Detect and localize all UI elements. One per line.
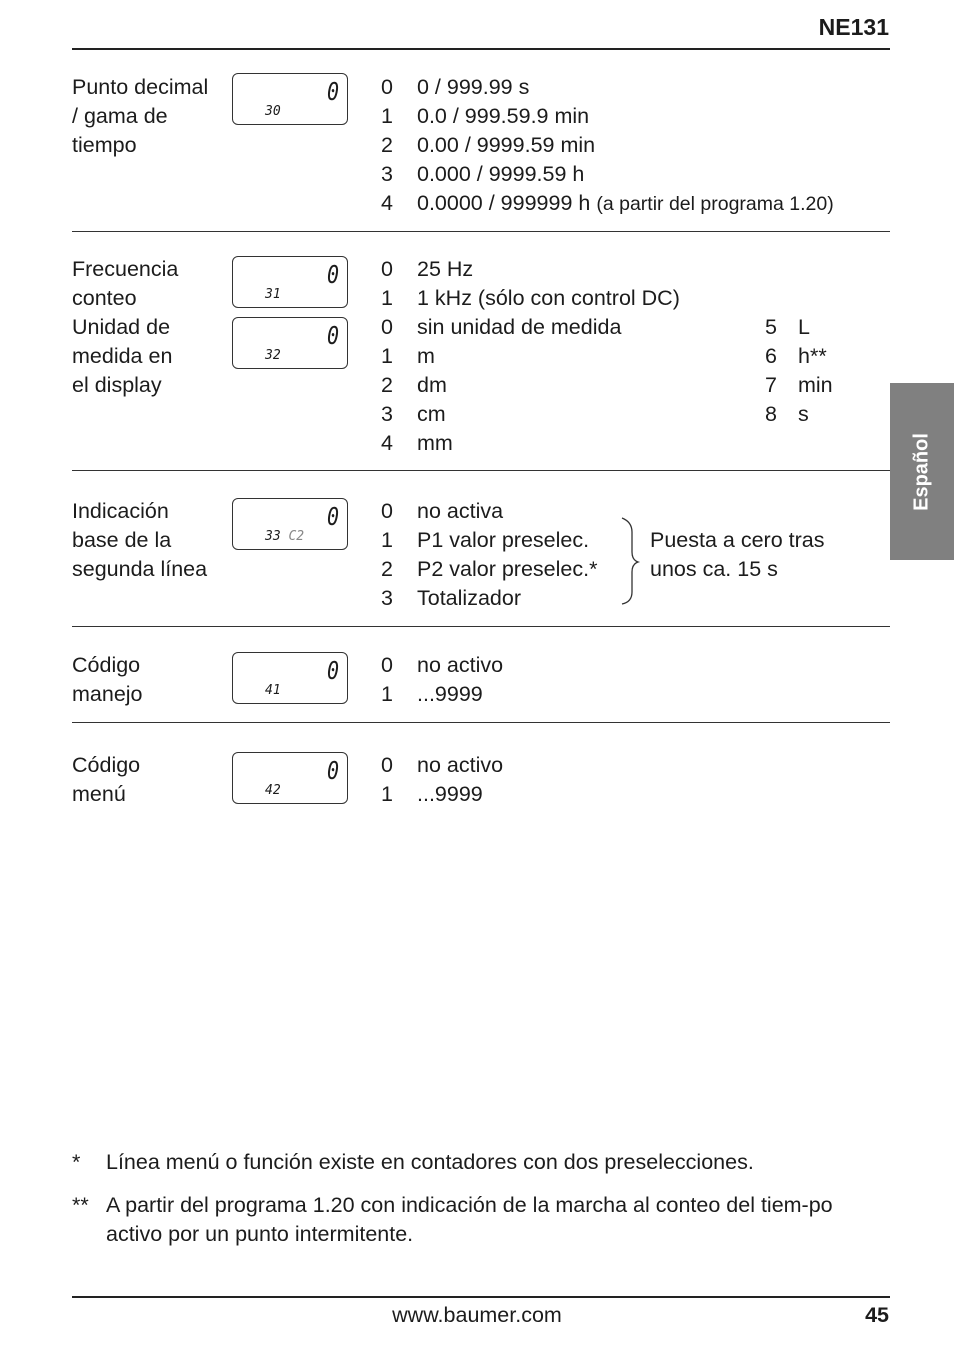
section-label: Código manejo bbox=[72, 653, 143, 706]
model-title: NE131 bbox=[818, 14, 889, 40]
section-label: Punto decimal / gama de tiempo bbox=[72, 75, 209, 157]
option-row: 1 ...9999 bbox=[381, 682, 483, 706]
lcd-code: 33 C2 bbox=[265, 529, 305, 544]
option-row: 3 Totalizador bbox=[381, 586, 521, 610]
page-number: 45 bbox=[865, 1303, 889, 1327]
option-row: 1 P1 valor preselec. bbox=[381, 528, 590, 552]
section-divider bbox=[72, 470, 890, 471]
language-tab bbox=[890, 383, 954, 560]
option-row: 2 0.00 / 9999.59 min bbox=[381, 133, 596, 157]
website-link[interactable]: www.baumer.com bbox=[392, 1303, 562, 1327]
options-list bbox=[381, 497, 641, 613]
option-row: 4 mm bbox=[381, 431, 453, 455]
language-tab-label: Español bbox=[910, 432, 933, 511]
option-row: 0 25 Hz bbox=[381, 257, 474, 281]
footnote-text: A partir del programa 1.20 con indicación de la marcha al conteo del tiem-po activo por un punto intermitente. bbox=[106, 1193, 833, 1246]
footnote-text: Línea menú o función existe en contadores con dos preselecciones. bbox=[106, 1150, 754, 1174]
options-list bbox=[381, 255, 751, 458]
option-row: 3 cm bbox=[381, 402, 446, 426]
footnote-mark: ** bbox=[72, 1193, 89, 1217]
section-label: Código menú bbox=[72, 753, 141, 806]
lcd-display bbox=[232, 652, 348, 704]
section-label: Indicación base de la segunda línea bbox=[72, 499, 208, 581]
option-row: 1 ...9999 bbox=[381, 782, 483, 806]
brace-note: Puesta a cero tras unos ca. 15 s bbox=[650, 528, 825, 581]
lcd-code: 31 bbox=[265, 287, 281, 302]
option-row: 0 no activo bbox=[381, 753, 504, 777]
option-note: (a partir del programa 1.20) bbox=[596, 193, 834, 215]
options-list-right bbox=[765, 313, 875, 429]
footer-rule bbox=[72, 1296, 890, 1298]
lcd-digit: 0 bbox=[326, 502, 339, 531]
section-label: Frecuencia conteo Unidad de medida en el display bbox=[72, 257, 179, 397]
option-row: 3 0.000 / 9999.59 h bbox=[381, 162, 585, 186]
lcd-display bbox=[232, 752, 348, 804]
option-row: 0 no activo bbox=[381, 653, 504, 677]
option-row: 1 m bbox=[381, 344, 435, 368]
lcd-code: 41 bbox=[265, 683, 281, 698]
option-row: 2 dm bbox=[381, 373, 447, 397]
lcd-code: 30 bbox=[265, 104, 281, 119]
option-row: 0 0 / 999.99 s bbox=[381, 75, 530, 99]
lcd-digit: 0 bbox=[326, 656, 339, 685]
header-rule bbox=[72, 48, 890, 50]
option-row: 2 P2 valor preselec.* bbox=[381, 557, 598, 581]
section-divider bbox=[72, 626, 890, 627]
options-list bbox=[381, 73, 901, 218]
option-row: 0 no activa bbox=[381, 499, 504, 523]
option-row: 5 L bbox=[765, 315, 810, 339]
lcd-display bbox=[232, 256, 348, 308]
option-row: 1 0.0 / 999.59.9 min bbox=[381, 104, 590, 128]
lcd-code: 32 bbox=[265, 348, 281, 363]
lcd-display bbox=[232, 73, 348, 125]
option-row: 6 h** bbox=[765, 344, 827, 368]
option-row: 7 min bbox=[765, 373, 833, 397]
option-row: 4 0.0000 / 999999 h (a partir del programa 1.20) bbox=[381, 191, 834, 215]
lcd-display bbox=[232, 317, 348, 369]
option-row: 1 1 kHz (sólo con control DC) bbox=[381, 286, 680, 310]
lcd-code: 42 bbox=[265, 783, 281, 798]
options-list bbox=[381, 751, 581, 809]
brace-icon bbox=[620, 516, 642, 606]
section-divider bbox=[72, 231, 890, 232]
lcd-digit: 0 bbox=[326, 260, 339, 289]
footnote-mark: * bbox=[72, 1150, 81, 1174]
section-divider bbox=[72, 722, 890, 723]
lcd-digit: 0 bbox=[326, 321, 339, 350]
option-row: 0 sin unidad de medida bbox=[381, 315, 622, 339]
lcd-digit: 0 bbox=[326, 77, 339, 106]
lcd-display bbox=[232, 498, 348, 550]
option-row: 8 s bbox=[765, 402, 809, 426]
options-list bbox=[381, 651, 581, 709]
lcd-digit: 0 bbox=[326, 756, 339, 785]
lcd-code-extra: C2 bbox=[288, 529, 305, 544]
